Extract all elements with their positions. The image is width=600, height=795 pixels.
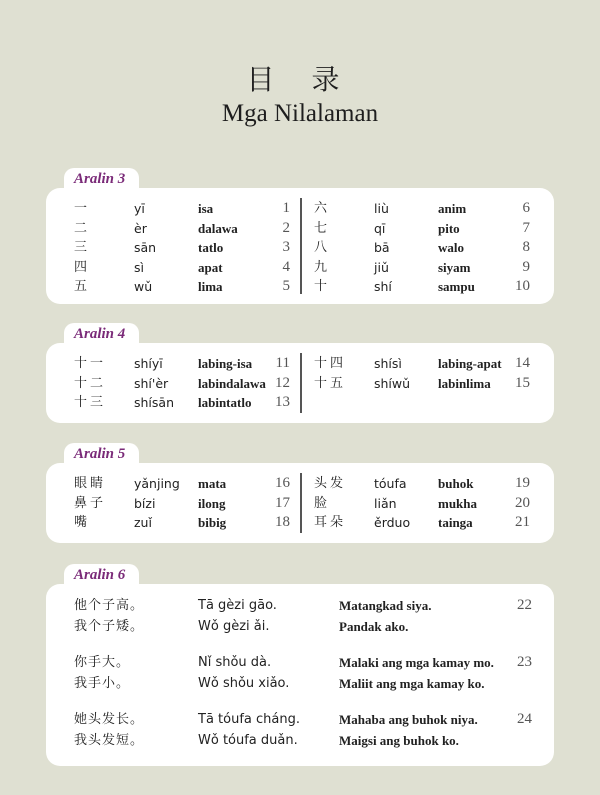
section-aralin-4 <box>46 323 554 423</box>
filipino-sentence: Maliit ang mga kamay ko. <box>339 676 485 691</box>
hanzi-sentence: 他个子高。 <box>74 598 145 613</box>
page-number: 14 <box>515 355 530 371</box>
hanzi-text: 六 <box>314 201 331 216</box>
page-number: 11 <box>275 355 290 371</box>
pinyin-sentence: Nǐ shǒu dà. <box>198 655 272 670</box>
sentence-group <box>46 710 554 752</box>
pinyin-sentence: Tā gèzi gāo. <box>198 598 277 613</box>
sentence-row <box>46 710 554 729</box>
filipino-text: labing-isa <box>198 356 253 371</box>
page-number: 7 <box>522 219 530 236</box>
pinyin-text: tóufa <box>374 476 407 491</box>
vocab-row <box>314 277 534 296</box>
filipino-text: lima <box>198 279 223 294</box>
sentence-row <box>46 617 554 636</box>
sentence-group <box>46 653 554 695</box>
hanzi-text: 耳朵 <box>314 515 347 530</box>
hanzi-text: 五 <box>74 279 91 294</box>
section-tab: Aralin 3 <box>64 168 139 190</box>
pinyin-text: yǎnjing <box>134 476 180 491</box>
hanzi-sentence: 我头发短。 <box>74 733 145 748</box>
filipino-text: labinlima <box>438 375 491 391</box>
pinyin-text: shí <box>374 279 392 294</box>
pinyin-sentence: Wǒ tóufa duǎn. <box>198 733 298 748</box>
pinyin-text: shíyī <box>134 356 163 371</box>
page-number: 22 <box>517 597 532 613</box>
section-aralin-6 <box>46 564 554 766</box>
section-aralin-3 <box>46 168 554 304</box>
hanzi-sentence: 我个子矮。 <box>74 619 145 634</box>
vocab-row <box>74 393 294 412</box>
sentence-row <box>46 596 554 615</box>
pinyin-sentence: Wǒ shǒu xiǎo. <box>198 676 290 691</box>
filipino-text: isa <box>198 201 214 216</box>
hanzi-text: 眼睛 <box>74 476 107 491</box>
filipino-text: sampu <box>438 279 475 294</box>
vocab-row <box>314 219 534 238</box>
filipino-sentence: Mahaba ang buhok niya. <box>339 712 478 727</box>
page-number: 17 <box>275 494 290 511</box>
page-title-chinese: 目 录 <box>246 63 354 96</box>
hanzi-sentence: 她头发长。 <box>74 712 145 727</box>
hanzi-text: 十三 <box>74 395 107 410</box>
hanzi-text: 脸 <box>314 495 331 511</box>
filipino-text: buhok <box>438 476 474 491</box>
filipino-text: walo <box>438 240 464 255</box>
page-title: Mga Nilalaman <box>221 100 379 127</box>
hanzi-text: 四 <box>74 259 91 275</box>
sentence-row <box>46 731 554 750</box>
filipino-text: mukha <box>438 495 478 511</box>
hanzi-text: 嘴 <box>74 515 91 530</box>
filipino-sentence: Malaki ang mga kamay mo. <box>339 655 494 670</box>
vocab-row <box>314 513 534 532</box>
hanzi-text: 头发 <box>314 476 347 491</box>
sentence-row <box>46 653 554 672</box>
filipino-text: apat <box>198 259 223 275</box>
hanzi-text: 鼻子 <box>74 495 107 511</box>
column-divider <box>300 198 302 294</box>
section-tab: Aralin 5 <box>64 443 139 465</box>
column-divider <box>300 353 302 413</box>
vocab-row <box>314 258 534 277</box>
pinyin-text: liǎn <box>374 495 397 511</box>
pinyin-text: qī <box>374 220 386 236</box>
filipino-sentence: Matangkad siya. <box>339 598 432 613</box>
vocab-row <box>74 474 294 493</box>
page-number: 4 <box>282 258 290 275</box>
lesson-card <box>46 343 554 423</box>
lesson-card <box>46 584 554 766</box>
filipino-text: labindalawa <box>198 375 266 391</box>
page-number: 13 <box>275 394 290 410</box>
hanzi-text: 十四 <box>314 356 347 371</box>
hanzi-text: 一 <box>74 201 91 216</box>
pinyin-text: ěrduo <box>374 515 411 530</box>
lesson-card <box>46 463 554 543</box>
page-number: 23 <box>517 654 532 670</box>
filipino-text: dalawa <box>198 220 238 236</box>
section-aralin-5 <box>46 443 554 543</box>
filipino-text: ilong <box>198 495 226 511</box>
hanzi-sentence: 我手小。 <box>74 676 131 691</box>
hanzi-text: 十二 <box>74 375 107 391</box>
hanzi-text: 九 <box>314 259 331 275</box>
page-number: 21 <box>515 514 530 530</box>
pinyin-text: jiǔ <box>374 259 389 275</box>
filipino-text: anim <box>438 201 467 216</box>
vocab-row <box>314 199 534 218</box>
pinyin-text: zuǐ <box>134 515 152 530</box>
vocab-row <box>74 494 294 513</box>
pinyin-sentence: Tā tóufa cháng. <box>198 712 300 727</box>
hanzi-text: 十五 <box>314 375 347 391</box>
page-number: 9 <box>522 258 530 275</box>
vocab-row <box>314 354 534 373</box>
filipino-text: labing-apat <box>438 356 502 371</box>
vocab-row <box>314 238 534 257</box>
filipino-text: siyam <box>438 259 471 275</box>
pinyin-text: bā <box>374 240 390 255</box>
hanzi-text: 七 <box>314 220 331 236</box>
page-number: 3 <box>282 239 290 255</box>
filipino-text: tainga <box>438 515 473 530</box>
filipino-text: mata <box>198 476 227 491</box>
page-number: 24 <box>517 711 532 727</box>
page-number: 12 <box>275 374 290 391</box>
hanzi-text: 八 <box>314 240 331 255</box>
vocab-row <box>74 238 294 257</box>
sentence-row <box>46 674 554 693</box>
page-number: 20 <box>515 494 530 511</box>
page-number: 19 <box>515 475 530 491</box>
hanzi-text: 十 <box>314 279 331 294</box>
section-tab: Aralin 6 <box>64 564 139 586</box>
filipino-sentence: Maigsi ang buhok ko. <box>339 733 459 748</box>
hanzi-text: 十一 <box>74 356 107 371</box>
lesson-card <box>46 188 554 304</box>
vocab-row <box>74 199 294 218</box>
page-number: 16 <box>275 475 290 491</box>
section-tab: Aralin 4 <box>64 323 139 345</box>
pinyin-text: sì <box>134 259 144 275</box>
hanzi-sentence: 你手大。 <box>74 655 131 670</box>
filipino-sentence: Pandak ako. <box>339 619 409 634</box>
pinyin-text: shí'èr <box>134 375 169 391</box>
column-divider <box>300 473 302 533</box>
page-number: 18 <box>275 514 290 530</box>
pinyin-text: sān <box>134 240 157 255</box>
vocab-row <box>74 354 294 373</box>
sentence-group <box>46 596 554 638</box>
pinyin-text: bízi <box>134 495 156 511</box>
pinyin-text: shíwǔ <box>374 375 411 391</box>
page-number: 2 <box>282 219 290 236</box>
pinyin-text: shísān <box>134 395 175 410</box>
vocab-row <box>314 494 534 513</box>
pinyin-text: shísì <box>374 356 402 371</box>
page-number: 8 <box>522 239 530 255</box>
filipino-text: pito <box>438 220 460 236</box>
page-number: 6 <box>522 200 530 216</box>
vocab-row <box>74 374 294 393</box>
vocab-row <box>74 513 294 532</box>
vocab-row <box>314 474 534 493</box>
page-number: 1 <box>282 200 290 216</box>
hanzi-text: 二 <box>74 220 91 236</box>
vocab-row <box>314 374 534 393</box>
pinyin-text: èr <box>134 220 147 236</box>
hanzi-text: 三 <box>74 240 91 255</box>
page-number: 10 <box>515 278 530 294</box>
pinyin-text: liù <box>374 201 389 216</box>
page-number: 15 <box>515 374 530 391</box>
vocab-row <box>74 277 294 296</box>
filipino-text: labintatlo <box>198 395 252 410</box>
filipino-text: bibig <box>198 515 227 530</box>
vocab-row <box>74 258 294 277</box>
page-number: 5 <box>282 278 290 294</box>
vocab-row <box>74 219 294 238</box>
filipino-text: tatlo <box>198 240 224 255</box>
pinyin-sentence: Wǒ gèzi ǎi. <box>198 619 270 634</box>
pinyin-text: yī <box>134 201 145 216</box>
pinyin-text: wǔ <box>134 279 153 294</box>
